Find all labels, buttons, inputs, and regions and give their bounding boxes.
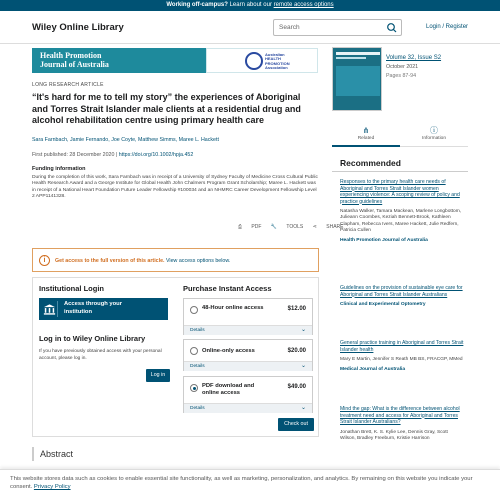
purchase-option[interactable]: [183, 298, 313, 335]
recommended-authors: Mary E Martin, Jennifer S Reath MB BS, FRACGP, MMed: [340, 357, 463, 362]
access-notice-text: [55, 258, 230, 264]
chevron-down-icon: ⌄: [300, 405, 306, 411]
recommended-journal[interactable]: Health Promotion Journal of Australia: [340, 238, 428, 244]
article-authors[interactable]: Sara Farnbach, Jamie Fernando, Joe Coyte, Matthew Simms, Maree L. Hackett: [32, 137, 219, 143]
tools-label: TOOLS: [286, 224, 304, 230]
abstract-heading: Abstract: [40, 449, 74, 459]
radio-pdf-online[interactable]: [190, 384, 198, 392]
institution-access-button[interactable]: [39, 298, 168, 320]
recommended-authors: Jonathan Brett, K. S. Kylie Lee, Dennis Gray, Scott Wilson, Bradley Freeburn, Kristie Harrison: [340, 429, 448, 441]
search-input[interactable]: Search: [273, 19, 402, 36]
share-button[interactable]: ⋖ SHARE: [312, 224, 344, 230]
recommended-item: [340, 406, 464, 442]
article-title: “It's hard for me to tell my story” the experiences of Aboriginal and Torres Strait Islander male clients at a residential drug and alcohol rehabilitation centre using primary health care: [32, 92, 301, 125]
issue-pages: Pages 87-94: [386, 73, 417, 79]
cookie-message: This website stores data such as cookies to enable essential site functionality, as well as marketing, personalization, and analytics. By remaining on this website you indicate your consent.: [10, 476, 473, 490]
tools-button[interactable]: 🔧 TOOLS: [270, 224, 304, 230]
site-header: [0, 11, 500, 44]
recommended-journal[interactable]: Clinical and Experimental Optometry: [340, 302, 426, 307]
off-campus-banner: [0, 0, 500, 11]
recommended-title-link[interactable]: Guidelines on the provision of sustainable eye care for Aboriginal and Torres Strait Islander Australians: [340, 285, 463, 298]
tab-information[interactable]: [400, 125, 468, 147]
details-label: Details: [190, 364, 205, 369]
option-details-toggle[interactable]: [184, 325, 312, 335]
view-access-options-link[interactable]: View access options below.: [166, 258, 231, 264]
details-label: Details: [190, 406, 205, 411]
access-panel: [32, 277, 319, 437]
ahpa-logo-text: Australian HEALTH PROMOTION Association: [265, 52, 290, 70]
option-details-toggle[interactable]: [184, 403, 312, 413]
recommended-title-link[interactable]: Mind the gap: What is the difference between alcohol treatment need and access for Aboriginal and Torres Strait Islander Australians?: [340, 406, 460, 425]
check-out-button[interactable]: Check out: [278, 418, 314, 431]
option-price: $49.00: [287, 384, 306, 390]
wol-login-text: If you have previously obtained access with your personal account, please log in.: [39, 349, 162, 361]
privacy-policy-link[interactable]: Privacy Policy: [33, 484, 71, 490]
chevron-down-icon: ⌄: [300, 363, 306, 369]
institution-icon: [42, 301, 58, 317]
info-icon: i: [39, 255, 50, 266]
tab-related[interactable]: [332, 125, 400, 147]
site-logo[interactable]: Wiley Online Library: [32, 22, 124, 33]
recommended-item: [340, 179, 464, 243]
log-in-button[interactable]: Log in: [146, 369, 170, 382]
doi-link[interactable]: https://doi.org/10.1002/hpja.452: [118, 152, 194, 158]
wol-login-heading: Log in to Wiley Online Library: [39, 334, 146, 343]
purchase-option[interactable]: [183, 339, 313, 371]
institution-access-label: Access through your institution: [64, 301, 122, 315]
sidebar-tabs: [332, 125, 468, 147]
radio-48-hour[interactable]: [190, 306, 198, 314]
funding-text: During the completion of this work, Sara Farnbach was in receipt of a University of Sydney Faculty of Medicine Cross Cultural Public Health Research Award and a George Institute for Global Health John Chalmers Program Grant Scholarship; Maree L. Hackett was in receipt of a National Heart Foundation Future Leader Fellowship #100034 and an NHMRC Career Development Fellowship Level 2 APP1141328.: [32, 175, 318, 200]
tab-related-label: Related: [357, 136, 375, 141]
option-details-toggle[interactable]: [184, 361, 312, 371]
recommended-title-link[interactable]: Responses to the primary health care needs of Aboriginal and Torres Strait Islander women experiencing violence: A scoping review of policy and practice guidelines: [340, 179, 460, 205]
institutional-login-heading: Institutional Login: [39, 284, 104, 293]
journal-cover-image[interactable]: [332, 47, 382, 111]
off-campus-lead: Working off-campus?: [166, 2, 228, 8]
recommended-authors: Natasha Walker, Tamara Mackean, Marlene Longbottom, Julieann Coombes, Keziah Bennett-Brook, Kathleen Clapham, Rebecca Ivers, Maree Hackett, Julie Redfern, Patricia Cullen: [340, 209, 462, 233]
recommended-journal[interactable]: Medical Journal of Australia: [340, 367, 406, 373]
remote-access-link[interactable]: remote access options: [273, 2, 334, 8]
off-campus-text: Learn about our: [227, 2, 274, 8]
recommended-title-link[interactable]: General practice training in Aboriginal and Torres Strait Islander health: [340, 340, 464, 353]
info-icon: ⓘ: [430, 126, 438, 135]
article-type: LONG RESEARCH ARTICLE: [32, 82, 104, 88]
purchase-heading: Purchase Instant Access: [183, 284, 272, 293]
recommended-item: [340, 340, 464, 372]
share-label: SHARE: [326, 224, 344, 230]
ahpa-logo-icon: [245, 52, 263, 70]
option-name: Online-only access: [202, 348, 255, 354]
access-notice-bold: Get access to the full version of this article.: [55, 258, 165, 264]
volume-issue-link[interactable]: Volume 32, Issue S2: [386, 55, 442, 61]
recommended-heading: Recommended: [340, 158, 401, 168]
pdf-button[interactable]: ⎙ PDF: [238, 224, 262, 230]
recommended-divider: [332, 171, 468, 172]
radio-online-only[interactable]: [190, 347, 198, 355]
issue-date: October 2021: [386, 64, 419, 70]
login-register-link[interactable]: Login / Register: [426, 24, 469, 30]
publication-info: First published: 28 December 2020 | https://doi.org/10.1002/hpja.452: [32, 152, 194, 158]
access-notice: [32, 248, 319, 272]
pdf-label: PDF: [251, 224, 262, 230]
funding-heading: Funding information: [32, 166, 86, 172]
option-name: 48-Hour online access: [202, 305, 264, 311]
recommended-item: [340, 285, 464, 307]
cookie-notice: [0, 469, 500, 500]
details-label: Details: [190, 328, 205, 333]
chevron-down-icon: ⌄: [300, 327, 306, 333]
option-price: $12.00: [287, 306, 306, 312]
purchase-option[interactable]: [183, 376, 313, 413]
partner-logo: [206, 48, 318, 73]
search-icon[interactable]: [385, 22, 399, 33]
option-price: $20.00: [287, 348, 306, 354]
abstract-divider: [32, 447, 34, 461]
published-date: First published: 28 December 2020: [32, 152, 115, 158]
tab-information-label: Information: [422, 136, 446, 141]
article-actions: [230, 224, 343, 230]
cookie-text: [10, 475, 480, 491]
share-network-icon: ⋔: [362, 126, 370, 135]
journal-banner[interactable]: [32, 48, 318, 73]
option-name: PDF download and online access: [202, 383, 255, 396]
journal-banner-title: Health Promotion Journal of Australia: [40, 51, 109, 69]
